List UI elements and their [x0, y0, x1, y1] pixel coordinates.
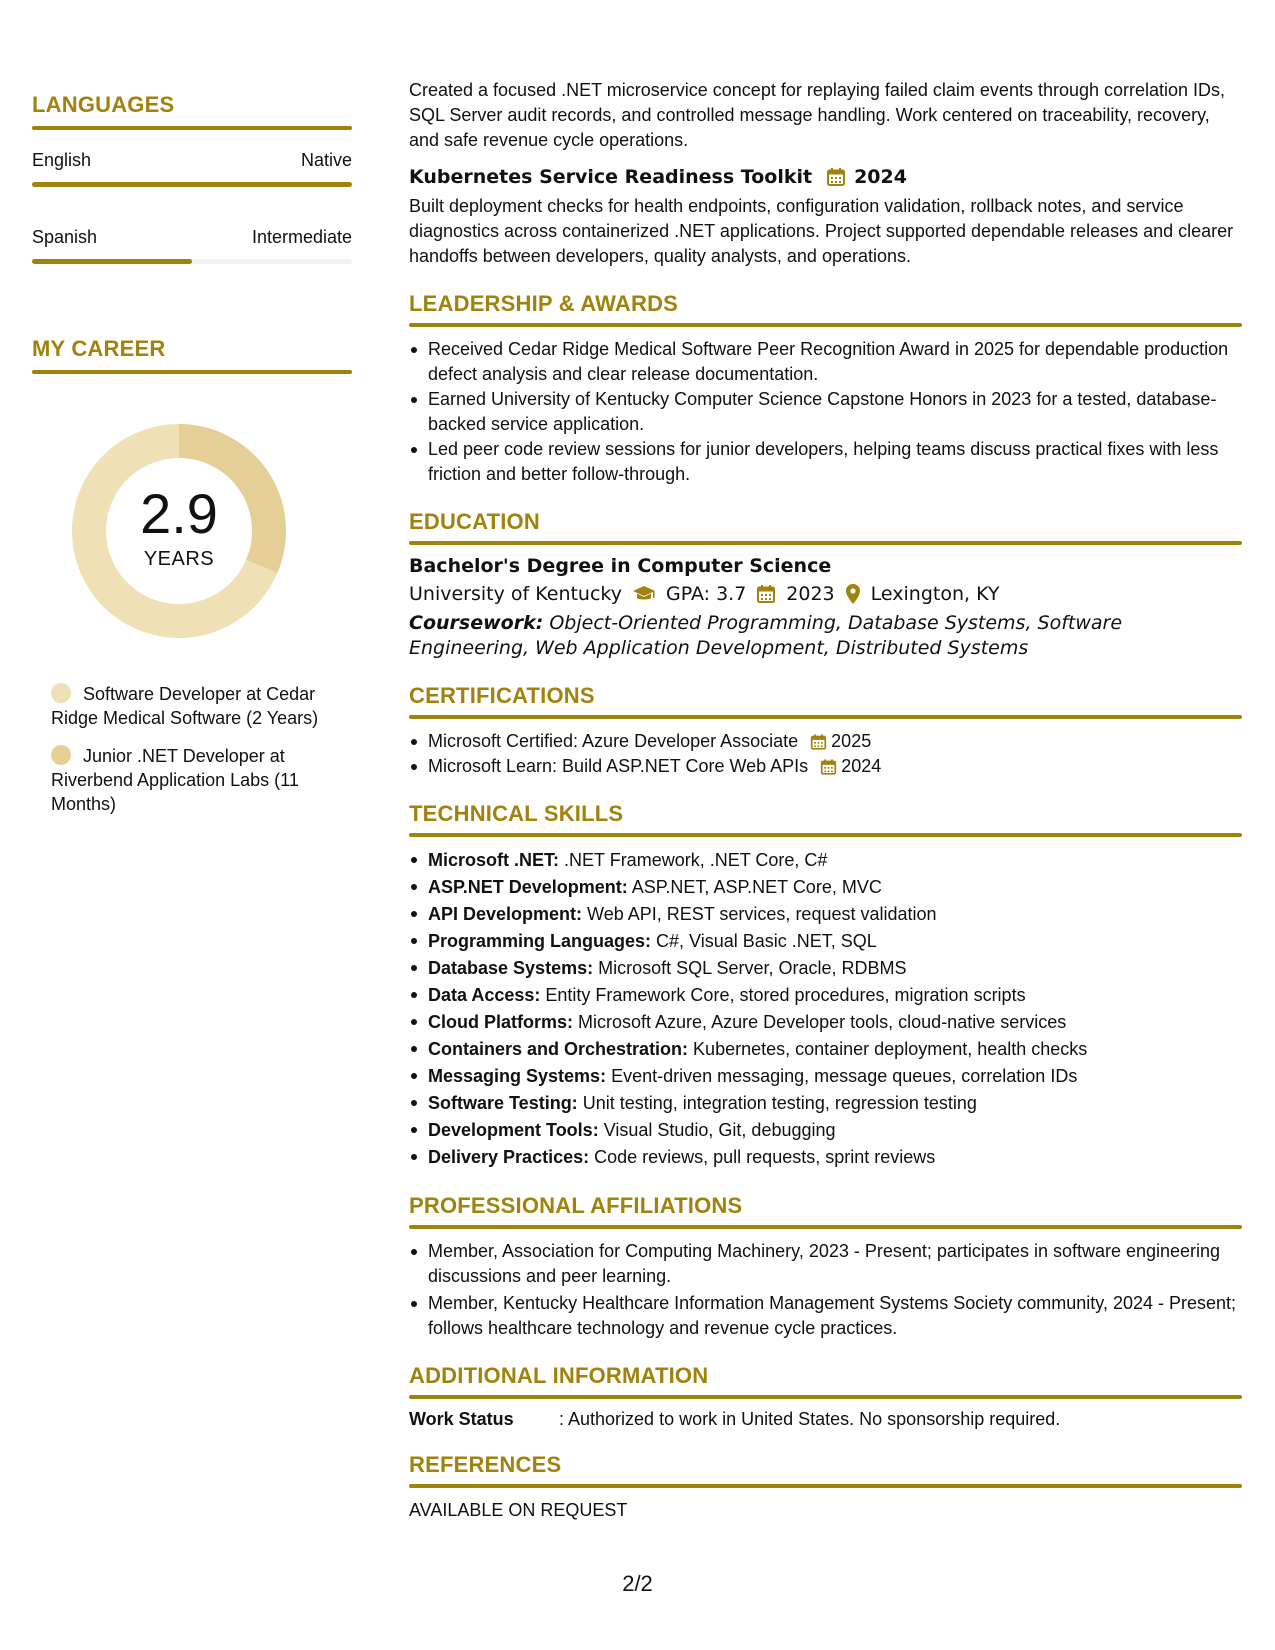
list-item: Received Cedar Ridge Medical Software Peer Recognition Award in 2025 for dependable production defect analysis and clear release documentation. — [409, 337, 1242, 387]
section-divider — [409, 1484, 1242, 1488]
coursework — [409, 611, 1242, 661]
certifications-list — [409, 729, 1242, 779]
certification-name: Microsoft Learn: Build ASP.NET Core Web APIs — [428, 756, 809, 776]
skill-item — [409, 1036, 1242, 1063]
references-text: AVAILABLE ON REQUEST — [409, 1500, 628, 1520]
skills-section — [409, 801, 1242, 1171]
skill-category: Delivery Practices: — [428, 1147, 590, 1167]
section-divider — [409, 833, 1242, 837]
project-description: Built deployment checks for health endpoints, configuration validation, rollback notes, and service diagnostics across containerized .NET applications. Project supported dependable releases and clearer handoffs between developers, quality analysts, and operations. — [409, 196, 1234, 266]
skill-item — [409, 847, 1242, 874]
career-total-value: 2.9 — [140, 481, 218, 545]
education-title: EDUCATION — [409, 509, 540, 534]
work-status-row — [409, 1409, 1242, 1430]
legend-label: Software Developer at Cedar Ridge Medical Software (2 Years) — [51, 684, 319, 728]
skill-values: Kubernetes, container deployment, health checks — [688, 1039, 1088, 1059]
project-intro: Created a focused .NET microservice concept for replaying failed claim events through correlation IDs, SQL Server audit records, and controlled message handling. Work centered on traceability, recovery, and safe revenue cycle operations. — [409, 80, 1226, 150]
skill-category: Microsoft .NET: — [428, 850, 560, 870]
affiliations-section — [409, 1193, 1242, 1341]
project-title: Kubernetes Service Readiness Toolkit — [409, 166, 813, 188]
languages-section — [32, 92, 352, 264]
skill-item — [409, 1144, 1242, 1171]
skills-title: TECHNICAL SKILLS — [409, 801, 624, 826]
work-status-value: : Authorized to work in United States. No sponsorship required. — [559, 1409, 1061, 1429]
career-section — [32, 336, 352, 816]
project-year: 2024 — [854, 166, 907, 188]
skill-category: Programming Languages: — [428, 931, 652, 951]
gpa: GPA: 3.7 — [666, 583, 747, 605]
skill-category: Messaging Systems: — [428, 1066, 607, 1086]
skill-category: API Development: — [428, 904, 583, 924]
skill-values: Entity Framework Core, stored procedures, migration scripts — [540, 985, 1026, 1005]
list-item: Earned University of Kentucky Computer Science Capstone Honors in 2023 for a tested, database-backed service application. — [409, 387, 1242, 437]
school-name: University of Kentucky — [409, 583, 622, 605]
skill-values: Event-driven messaging, message queues, correlation IDs — [606, 1066, 1078, 1086]
career-total-unit: YEARS — [143, 547, 215, 570]
skill-values: Code reviews, pull requests, sprint reviews — [589, 1147, 936, 1167]
graduation-cap-icon — [632, 585, 656, 603]
skill-values: C#, Visual Basic .NET, SQL — [651, 931, 877, 951]
left-column — [32, 92, 352, 830]
skill-category: Database Systems: — [428, 958, 594, 978]
skill-values: Unit testing, integration testing, regression testing — [577, 1093, 977, 1113]
section-divider — [409, 1225, 1242, 1229]
language-proficiency-fill — [32, 182, 352, 187]
list-item: Member, Association for Computing Machinery, 2023 - Present; participates in software engineering discussions and peer learning. — [409, 1239, 1242, 1289]
affiliations-title: PROFESSIONAL AFFILIATIONS — [409, 1193, 743, 1218]
affiliations-list — [409, 1239, 1242, 1341]
skills-list — [409, 847, 1242, 1171]
languages-title: LANGUAGES — [32, 92, 175, 117]
leadership-list — [409, 337, 1242, 487]
additional-info-section — [409, 1363, 1242, 1430]
skill-item — [409, 1117, 1242, 1144]
language-name: English — [32, 150, 92, 170]
leadership-section — [409, 291, 1242, 487]
skill-values: Microsoft SQL Server, Oracle, RDBMS — [593, 958, 907, 978]
language-level: Native — [300, 150, 352, 170]
career-legend — [51, 682, 331, 816]
skill-item — [409, 928, 1242, 955]
list-item — [409, 729, 1242, 754]
skill-item — [409, 982, 1242, 1009]
skill-values: Visual Studio, Git, debugging — [598, 1120, 836, 1140]
list-item — [409, 754, 1242, 779]
section-divider — [409, 1395, 1242, 1399]
references-section — [409, 1452, 1242, 1523]
skill-category: Software Testing: — [428, 1093, 578, 1113]
skill-item — [409, 874, 1242, 901]
skill-category: Data Access: — [428, 985, 541, 1005]
right-column — [409, 78, 1242, 1523]
language-name: Spanish — [32, 227, 98, 247]
education-meta — [409, 583, 1242, 605]
language-proficiency-bar — [32, 259, 352, 264]
skill-values: .NET Framework, .NET Core, C# — [559, 850, 828, 870]
skill-values: Microsoft Azure, Azure Developer tools, cloud-native services — [573, 1012, 1067, 1032]
skill-item — [409, 1009, 1242, 1036]
calendar-icon — [810, 733, 827, 751]
coursework-list: Object-Oriented Programming, Database Systems, Software Engineering, Web Application Development, Distributed Systems — [409, 612, 1123, 659]
work-status-label: Work Status — [409, 1409, 514, 1429]
skill-category: Development Tools: — [428, 1120, 599, 1140]
skill-category: Cloud Platforms: — [428, 1012, 574, 1032]
graduation-year: 2023 — [786, 583, 835, 605]
skill-values: Web API, REST services, request validation — [582, 904, 937, 924]
legend-dot — [51, 745, 71, 765]
skill-item — [409, 901, 1242, 928]
language-proficiency-fill — [32, 259, 192, 264]
legend-dot — [51, 683, 71, 703]
section-divider — [409, 715, 1242, 719]
skill-item — [409, 955, 1242, 982]
skill-category: Containers and Orchestration: — [428, 1039, 689, 1059]
legend-item — [51, 682, 331, 730]
leadership-title: LEADERSHIP & AWARDS — [409, 291, 679, 316]
certifications-title: CERTIFICATIONS — [409, 683, 595, 708]
map-pin-icon — [845, 583, 861, 605]
language-row — [32, 227, 352, 248]
language-level: Intermediate — [251, 227, 352, 247]
page-indicator: 2/2 — [622, 1571, 653, 1596]
language-row — [32, 150, 352, 171]
school-location: Lexington, KY — [870, 583, 1000, 605]
section-divider — [409, 323, 1242, 327]
list-item: Led peer code review sessions for junior developers, helping teams discuss practical fixes with less friction and better follow-through. — [409, 437, 1242, 487]
coursework-label: Coursework: — [409, 612, 544, 634]
certifications-section — [409, 683, 1242, 779]
skill-item — [409, 1063, 1242, 1090]
list-item: Member, Kentucky Healthcare Information Management Systems Society community, 2024 - Present; follows healthcare technology and revenue cycle practices. — [409, 1291, 1242, 1341]
section-divider — [32, 126, 352, 130]
skill-values: ASP.NET, ASP.NET Core, MVC — [627, 877, 882, 897]
certification-year: 2024 — [841, 756, 882, 776]
language-proficiency-bar — [32, 182, 352, 187]
additional-info-title: ADDITIONAL INFORMATION — [409, 1363, 709, 1388]
career-donut-chart — [66, 418, 292, 644]
legend-item — [51, 744, 331, 816]
skill-item — [409, 1090, 1242, 1117]
calendar-icon — [820, 758, 837, 776]
references-title: REFERENCES — [409, 1452, 562, 1477]
career-title: MY CAREER — [32, 336, 166, 361]
calendar-icon — [826, 167, 846, 187]
calendar-icon — [756, 584, 776, 604]
certification-year: 2025 — [831, 731, 872, 751]
donut-center — [66, 418, 292, 644]
section-divider — [32, 370, 352, 374]
education-section — [409, 509, 1242, 661]
skill-category: ASP.NET Development: — [428, 877, 628, 897]
degree-name: Bachelor's Degree in Computer Science — [409, 555, 832, 577]
project-title-row — [409, 166, 1242, 188]
certification-name: Microsoft Certified: Azure Developer Associate — [428, 731, 799, 751]
legend-label: Junior .NET Developer at Riverbend Application Labs (11 Months) — [51, 746, 299, 814]
section-divider — [409, 541, 1242, 545]
